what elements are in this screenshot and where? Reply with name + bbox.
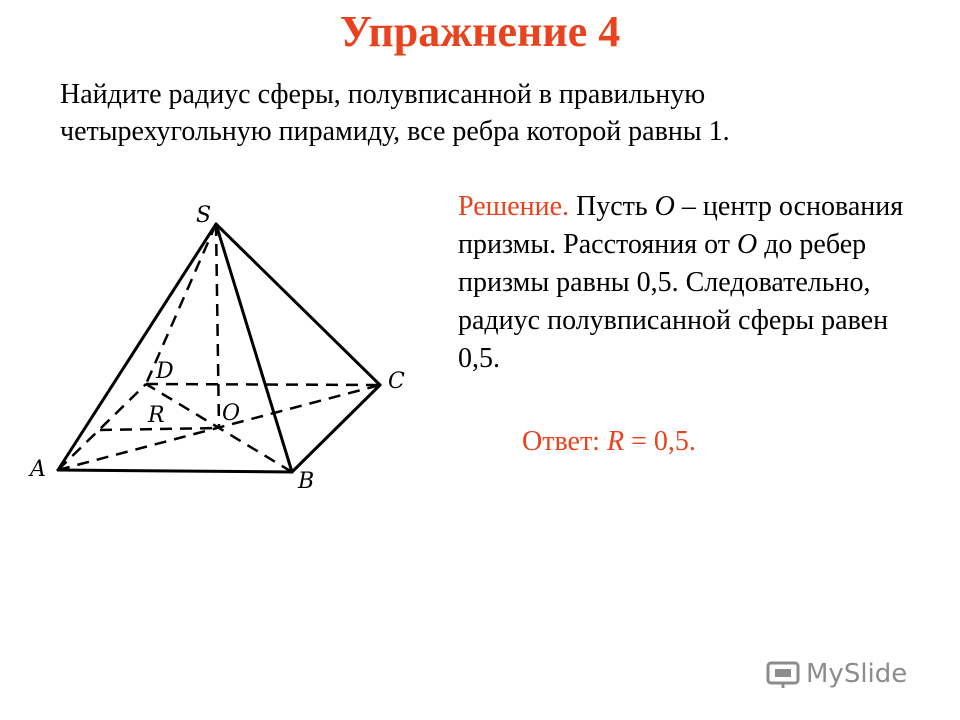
solution-part-3: до ребер призмы равны 0,5. Следовательно, радиус полувписанной сферы равен 0,5.: [458, 229, 889, 374]
answer-label: Ответ:: [522, 426, 607, 457]
diagonal-ac: [58, 385, 380, 470]
watermark-text: MySlide: [806, 659, 908, 689]
answer-value: = 0,5.: [624, 426, 696, 457]
label-r: R: [148, 403, 165, 428]
slide-title: Упражнение 4: [339, 7, 621, 56]
edge-bc: [292, 385, 380, 472]
label-s: S: [196, 203, 212, 228]
label-a: A: [30, 457, 46, 482]
answer-text: [522, 426, 696, 458]
radius-segment: [100, 428, 219, 430]
edge-sd: [146, 224, 216, 384]
label-o: O: [222, 401, 241, 426]
edge-sc: [216, 224, 380, 385]
solution-part-1: Пусть: [569, 191, 655, 222]
edge-sb: [216, 224, 292, 472]
edge-sa: [58, 224, 216, 470]
height-so: [216, 224, 219, 428]
answer-variable: R: [606, 426, 625, 457]
diagonal-bd: [146, 384, 292, 472]
edge-ab: [58, 470, 292, 472]
edge-ad: [58, 384, 146, 470]
problem-statement: Найдите радиус сферы, полувписанной в правильную четырехугольную пирамиду, все ребра которой равны 1.: [60, 79, 730, 147]
solution-part-2: – центр основания призмы. Расстояния от: [458, 191, 904, 260]
solution-label: Решение.: [458, 191, 570, 222]
edge-dc: [146, 384, 380, 385]
solution-var-o-1: O: [654, 191, 675, 222]
solution-var-o-2: O: [736, 229, 758, 260]
pyramid-solid-edges: [58, 224, 380, 472]
solution-text: [458, 188, 928, 378]
myslide-watermark: [766, 656, 907, 692]
label-c: C: [388, 369, 405, 394]
label-d: D: [156, 359, 174, 384]
myslide-logo-icon: [766, 659, 800, 689]
pyramid-hidden-edges: [58, 224, 380, 472]
label-b: B: [298, 469, 315, 494]
